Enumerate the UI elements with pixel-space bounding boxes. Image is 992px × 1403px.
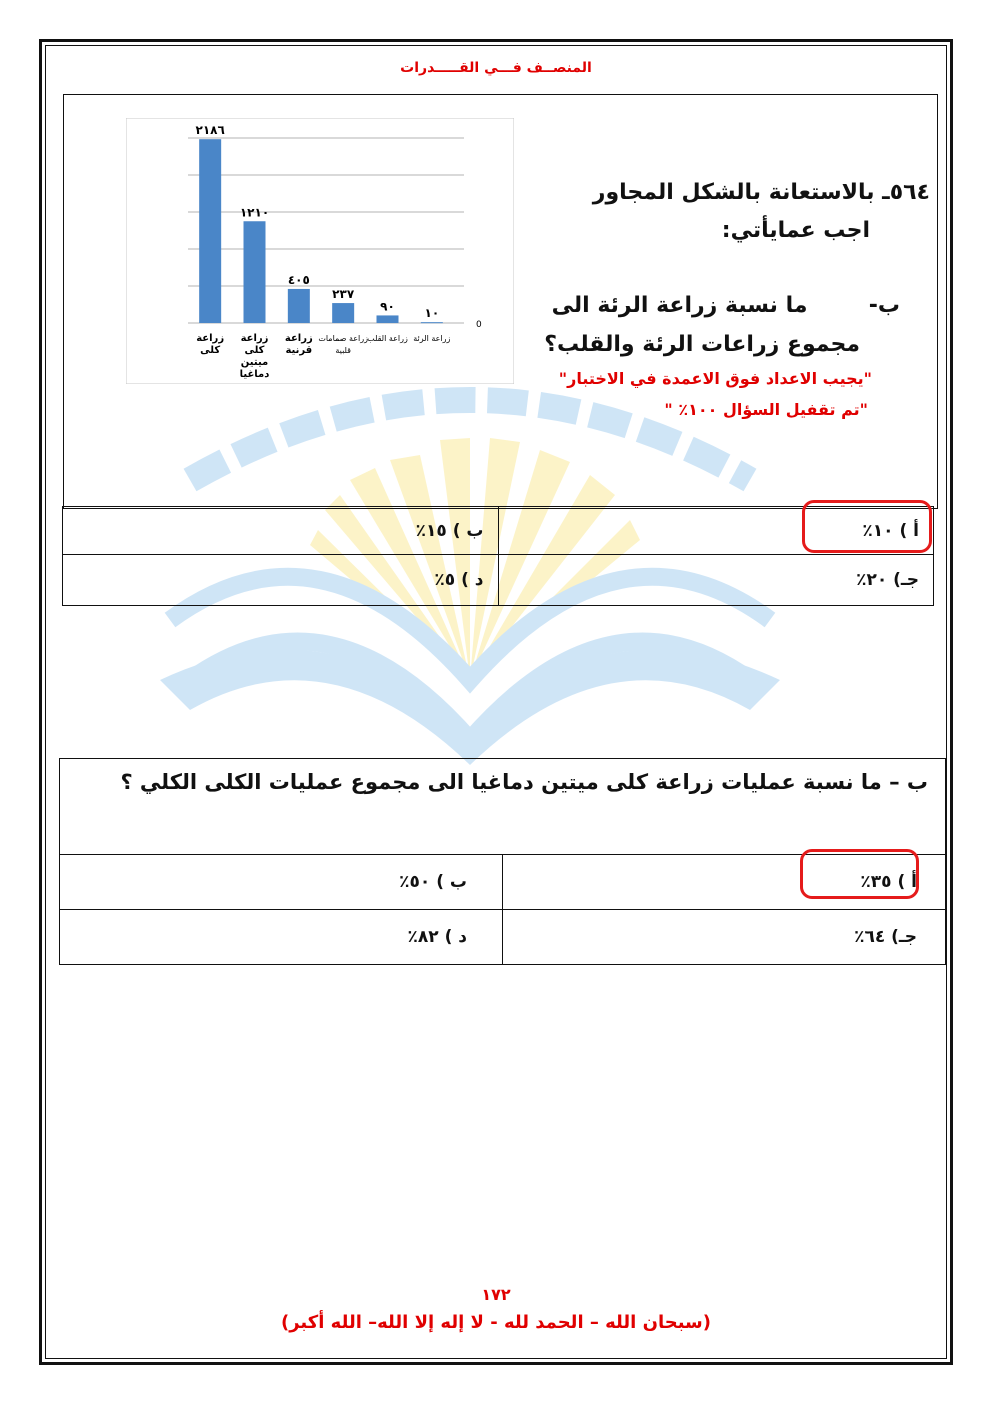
chart-category-label: زراعة قرنية <box>284 333 313 356</box>
question1-answer-circle <box>802 500 932 553</box>
chart-category-label: زراعة كلى <box>196 333 225 356</box>
footer-text: (سبحان الله – الحمد لله - لا إله إلا الله– الله أكبر) <box>281 1312 711 1333</box>
question2-option-b[interactable]: ب ) ٥٠٪ <box>60 855 503 910</box>
chart-value-label: ١٠ <box>424 306 440 321</box>
page-number: ١٧٢ <box>481 1285 511 1304</box>
chart-category-label: زراعة كلى ميتين دماغيا <box>239 333 270 380</box>
chart-value-label: ٢٣٧ <box>332 287 355 302</box>
question2-text: ب – ما نسبة عمليات زراعة كلى ميتين دماغيا الى مجموع عمليات الكلى الكلي ؟ <box>120 770 928 794</box>
question2-option-d[interactable]: د ) ٨٢٪ <box>60 910 503 965</box>
question1-part-line2: مجموع زراعات الرئة والقلب؟ <box>544 332 860 357</box>
question1-option-a[interactable]: أ ) ١٠٪ <box>498 507 934 555</box>
chart-bar <box>377 315 399 323</box>
question1-part-line1: ب- ما نسبة زراعة الرئة الى <box>551 293 900 318</box>
chart-value-label: ١٢١٠ <box>239 205 270 220</box>
chart-bars <box>199 139 443 323</box>
question2-answer-circle <box>800 849 919 899</box>
chart-category-label: زراعة صمامات قلبية <box>318 334 369 355</box>
chart-bar <box>244 221 266 323</box>
chart-bar <box>332 303 354 323</box>
chart-bar <box>421 322 443 323</box>
chart-value-label: ٩٠ <box>380 299 395 314</box>
question1-title: ٥٦٤ـ بالاستعانة بالشكل المجاور <box>592 180 930 205</box>
page-header: المنصــف فـــي القـــــدرات <box>400 60 592 76</box>
chart-value-labels <box>196 123 440 320</box>
chart-category-labels <box>196 320 482 380</box>
question2-option-a[interactable]: أ ) ٣٥٪ <box>503 855 946 910</box>
chart-bar <box>199 139 221 323</box>
chart-category-label: زراعة القلب <box>367 334 408 343</box>
chart-gridlines <box>188 138 464 323</box>
chart-value-label: ٢١٨٦ <box>195 123 225 138</box>
chart-value-label: ٤٠٥ <box>287 272 310 287</box>
question1-note1: "يجيب الاعداد فوق الاعمدة في الاختبار" <box>558 369 872 388</box>
question1-instruction: اجب عمايأتي: <box>721 218 870 243</box>
chart-category-label: زراعة الرئة <box>413 334 451 343</box>
question1-option-b[interactable]: ب ) ١٥٪ <box>63 507 499 555</box>
question1-option-c[interactable]: جـ) ٢٠٪ <box>498 555 934 606</box>
chart-axis-zero-label: 0 <box>476 320 482 330</box>
question1-note2: "تم تقفيل السؤال ١٠٠٪ " <box>664 400 868 419</box>
question1-option-d[interactable]: د ) ٥٪ <box>63 555 499 606</box>
question2-option-c[interactable]: جـ) ٦٤٪ <box>503 910 946 965</box>
chart-bar <box>288 289 310 323</box>
bar-chart <box>126 118 514 384</box>
